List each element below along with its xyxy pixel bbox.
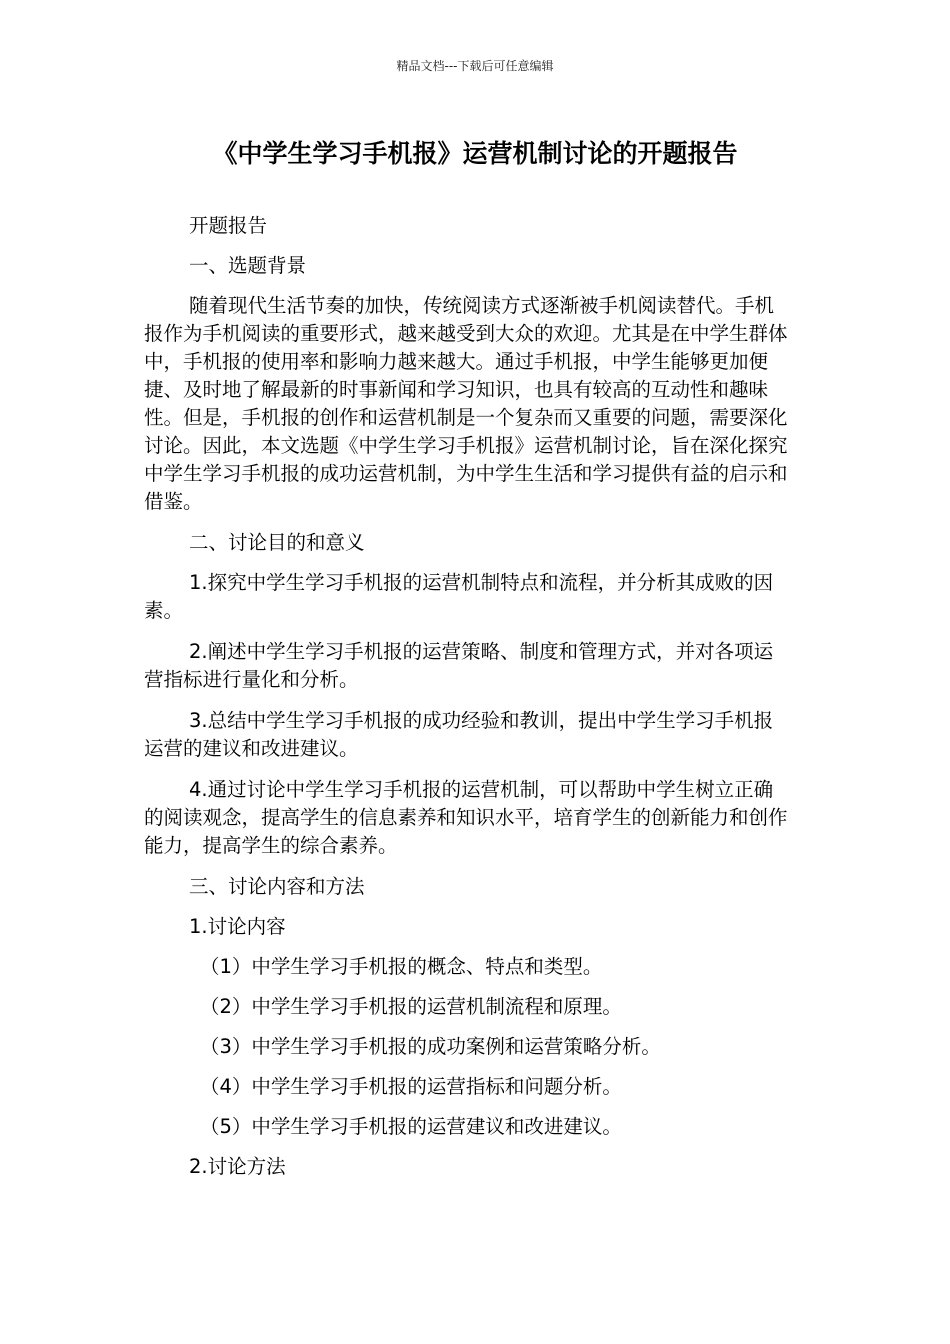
content-item-1: （1）中学生学习手机报的概念、特点和类型。 [200, 955, 603, 978]
header-note: 精品文档---下载后可任意编辑 [396, 59, 554, 73]
purpose-item-1: 1.探究中学生学习手机报的运营机制特点和流程，并分析其成败的因素。 [144, 571, 774, 622]
subheading-method: 2.讨论方法 [189, 1155, 286, 1178]
section-heading-purpose: 二、讨论目的和意义 [189, 531, 365, 554]
subheading-content: 1.讨论内容 [189, 915, 286, 938]
content-item-5: （5）中学生学习手机报的运营建议和改进建议。 [200, 1115, 622, 1138]
section-heading-content-method: 三、讨论内容和方法 [189, 875, 365, 898]
report-label: 开题报告 [189, 214, 268, 237]
content-item-2: （2）中学生学习手机报的运营机制流程和原理。 [200, 995, 622, 1018]
document-title: 《中学生学习手机报》运营机制讨论的开题报告 [212, 139, 738, 168]
purpose-item-4: 4.通过讨论中学生学习手机报的运营机制，可以帮助中学生树立正确的阅读观念，提高学生的信息素养和知识水平，培育学生的创新能力和创作能力，提高学生的综合素养。 [144, 778, 788, 857]
content-item-3: （3）中学生学习手机报的成功案例和运营策略分析。 [200, 1035, 661, 1058]
section-heading-background: 一、选题背景 [189, 254, 307, 277]
purpose-item-2: 2.阐述中学生学习手机报的运营策略、制度和管理方式，并对各项运营指标进行量化和分析。 [144, 640, 774, 691]
paragraph-background: 随着现代生活节奏的加快，传统阅读方式逐渐被手机阅读替代。手机报作为手机阅读的重要形式，越来越受到大众的欢迎。尤其是在中学生群体中，手机报的使用率和影响力越来越大。通过手机报，中学生能够更加便捷、及时地了解最新的时事新闻和学习知识，也具有较高的互动性和趣味性。但是，手机报的创作和运营机制是一个复杂而又重要的问题，需要深化讨论。因此，本文选题《中学生学习手机报》运营机制讨论，旨在深化探究中学生学习手机报的成功运营机制，为中学生生活和学习提供有益的启示和借鉴。 [144, 294, 788, 513]
content-item-4: （4）中学生学习手机报的运营指标和问题分析。 [200, 1075, 622, 1098]
document-body [144, 212, 792, 1193]
purpose-item-3: 3.总结中学生学习手机报的成功经验和教训，提出中学生学习手机报运营的建议和改进建议。 [144, 709, 774, 760]
